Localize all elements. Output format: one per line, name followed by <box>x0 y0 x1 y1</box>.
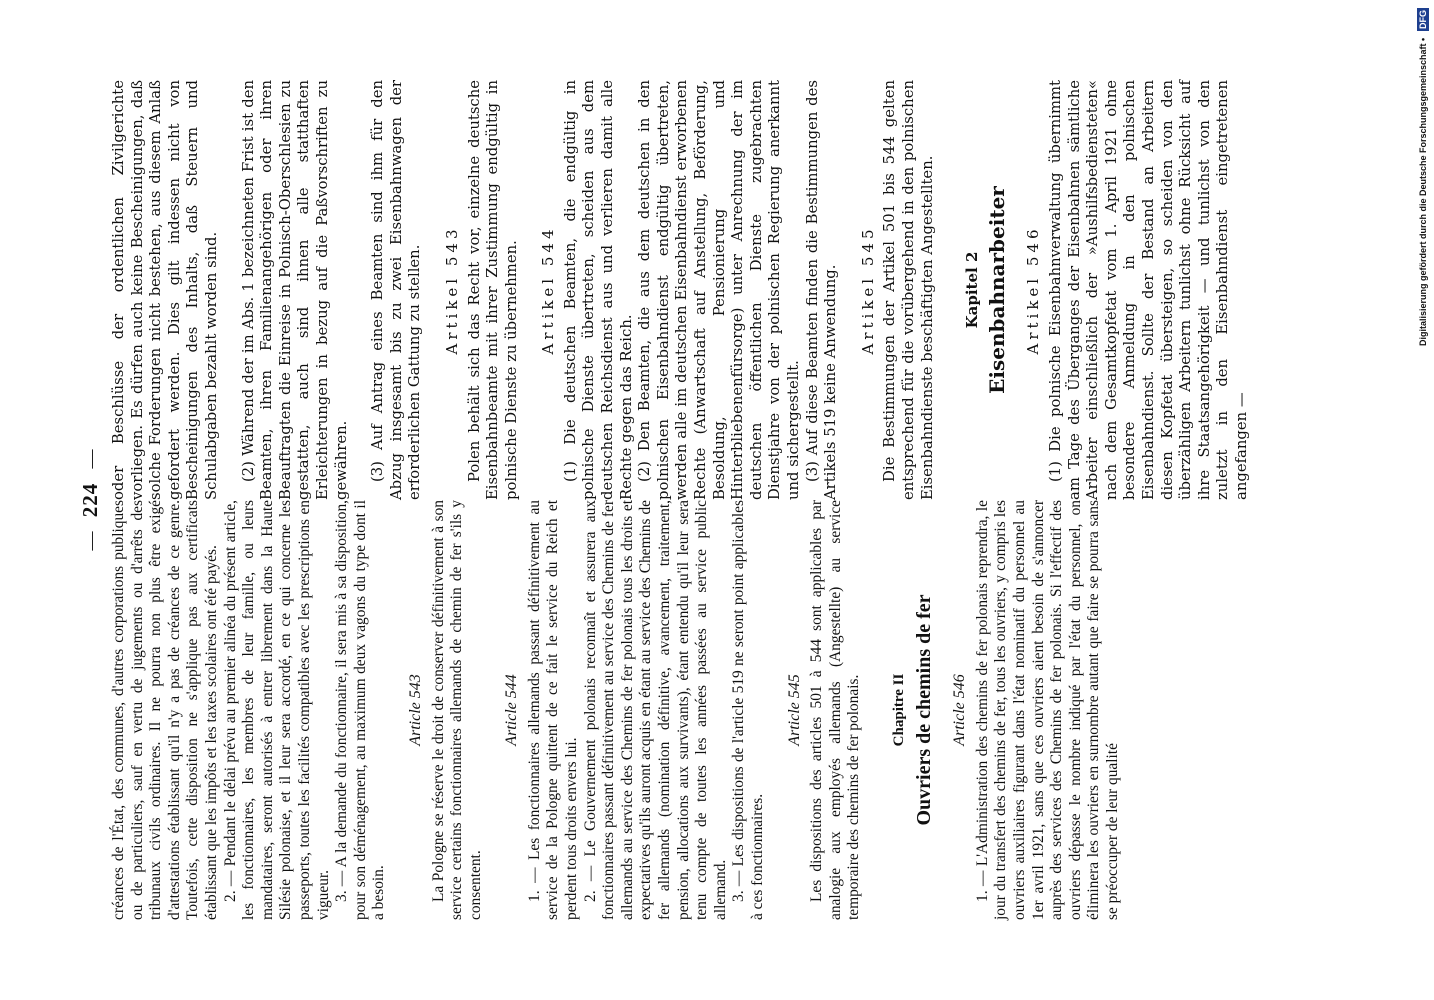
de-article-545-text: Die Bestimmungen der Artikel 501 bis 544 gelten entsprechend für die vorübergehend in den polnischen Eisenbahndienste beschäftigten Angestellten. <box>881 80 936 500</box>
de-paragraph-3: (3) Auf Antrag eines Beamten sind ihm für den Abzug insgesamt bis zu zwei Eisenbahnwagen der erforderlichen Gattung zu stellen. <box>369 80 424 500</box>
de-article-544-heading: Artikel 544 <box>539 225 558 355</box>
french-column <box>110 500 1123 920</box>
de-article-544-para-1: (1) Die deutschen Beamten, die endgültig in polnische Dienste übertreten, scheiden aus dem deutschen Reichsdienst aus und verlieren damit alle Rechte gegen das Reich. <box>561 80 635 500</box>
de-article-544-para-3: (3) Auf diese Beamten finden die Bestimmungen des Artikels 519 keine Anwendung. <box>803 80 840 500</box>
fr-paragraph-2: 2. — Pendant le délai prévu au premier alinéa du présent article, les fonctionnaires, les membres de leur famille, ou leurs mandataires, seront autorisés à entrer librement dans la Haute Silésie polonaise, et il leur sera accordé, en ce qui concerne les passeports, toutes les facilités compatibles avec les prescriptions en vigueur. <box>221 500 332 920</box>
de-paragraph-1: oder Beschlüsse der ordentlichen Zivilgerichte vorliegen. Es dürfen auch keine Bescheinigungen, daß solche Forderungen nicht bestehen, aus diesem Anlaß gefordert werden. Dies gilt indessen nicht von Bescheinigungen des Inhalts, daß Steuern und Schulabgaben bezahlt worden sind. <box>110 80 220 500</box>
fr-chapter-heading: Chapitre II <box>890 673 907 747</box>
credit-text: Digitalisierung gefördert durch die Deutsche Forschungsgemeinschaft • <box>1418 37 1428 346</box>
digitization-credit <box>1418 8 1434 388</box>
de-article-546-text: (1) Die polnische Eisenbahnverwaltung übernimmt am Tage des Überganges der Eisenbahnen sämtliche Arbeiter einschließlich der »Aushilfsbediensteten« nach dem Gesamtkopfetat vom 1. April 1921 ohne besondere Anmeldung in den polnischen Eisenbahndienst. Sollte der Bestand an Arbeitern diesen Kopfetat übersteigen, so scheiden von den überzähligen Arbeitern tunlichst ohne Rücksicht auf ihre Staatsangehörigkeit — und tunlichst von den zuletzt in den Eisenbahndienst eingetretenen angefangen — <box>1046 80 1250 500</box>
de-chapter-heading: Kapitel 2 <box>963 251 982 329</box>
de-article-544-para-2: (2) Den Beamten, die aus dem deutschen in den polnischen Eisenbahndienst endgültig übertreten, werden alle im deutschen Eisenbahndienst erworbenen Rechte (Anwartschaft auf Anstellung, Beförderung, Besoldung, Pensionierung und Hinterbliebenenfürsorge) unter Anrechnung der im deutschen öffentlichen Dienste zugebrachten Dienstjahre von der polnischen Regierung anerkannt und sichergestellt. <box>636 80 802 500</box>
page-header <box>78 0 103 1000</box>
fr-article-543-heading: Article 543 <box>406 674 424 746</box>
fr-article-546-text: 1. — L'Administration des chemins de fer polonais reprendra, le jour du transfert des chemins de fer, tous les ouvriers, y compris les ouvriers auxiliaires figurant dans l'état nominatif du personnel au 1er avril 1921, sans que ces ouvriers aient besoin de s'annoncer auprès des services des Chemins de fer polonais. Si l'effectif des ouvriers dépasse le nombre indiqué par l'état du personnel, on éliminera les ouvriers en surnombre autant que faire se pourra sans se préoccuper de leur qualité <box>973 500 1121 920</box>
de-article-545-heading: Artikel 545 <box>858 225 877 355</box>
fr-article-544-heading: Article 544 <box>503 674 521 746</box>
de-chapter-title: Eisenbahnarbeiter <box>984 186 1009 394</box>
fr-article-543-text: La Pologne se réserve le droit de conserver définitivement à son service certains fonctionnaires allemands de chemin de fer s'ils y consentent. <box>429 500 484 920</box>
de-paragraph-2: (2) Während der im Abs. 1 bezeichneten Frist ist den Beamten, ihren Familienangehörigen oder ihren Beauftragten die Einreise in Polnisch-Oberschlesien zu gestatten, auch sind ihnen alle statthaften Erleichterungen in bezug auf die Paßvorschriften zu gewähren. <box>239 80 350 500</box>
de-article-543-heading: Artikel 543 <box>442 225 461 355</box>
page-number: 224 <box>78 482 102 518</box>
fr-article-545-heading: Article 545 <box>785 674 803 746</box>
de-article-543-text: Polen behält sich das Recht vor, einzelne deutsche Eisenbahnbeamte mit ihrer Zustimmung endgültig in polnische Dienste zu übernehmen. <box>465 80 520 500</box>
fr-chapter-title: Ouvriers de chemins de fer <box>912 594 935 826</box>
fr-article-545-text: Les dispositions des articles 501 à 544 sont applicables par analogie aux employés allemands (Angestellte) au service temporaire des chemins de fer polonais. <box>808 500 863 920</box>
fr-article-544-para-1: 1. — Les fonctionnaires allemands passant définitivement au service de la Pologne quittent de ce fait le service du Reich et perdent tous droits envers lui. <box>525 500 581 920</box>
german-column <box>110 80 1251 500</box>
fr-article-544-para-2: 2. — Le Gouvernement polonais reconnaît et assurera aux fonctionnaires passant définitivement au service des Chemins de fer allemands au service des Chemins de fer polonais tous les droits et expectatives qu'ils auront acquis en étant au service des Chemins de fer allemands (nomination définitive, avancement, traitement, pension, allocations aux survivants), étant entendu qu'il leur sera tenu compte de toutes les années passées au service public allemand. <box>581 500 729 920</box>
header-dash-left: — <box>81 531 102 551</box>
fr-article-544-para-3: 3. — Les dispositions de l'article 519 ne seront point applicables à ces fonctionnaires. <box>730 500 766 920</box>
de-article-546-heading: Artikel 546 <box>1024 225 1043 355</box>
header-dash-right: — <box>81 449 102 469</box>
fr-paragraph-3: 3. — A la demande du fonctionnaire, il sera mis à sa disposition, pour son déménagement, au maximum deux vagons du type dont il a besoin. <box>333 500 388 920</box>
fr-paragraph-1: créances de l'État, des communes, d'autres corporations publiques ou de particuliers, sauf en vertu de jugements ou d'arrêts des tribunaux civils ordinaires. Il ne pourra non plus être exigé d'attestations établissant qu'il n'y a pas de créances de ce genre. Toutefois, cette disposition ne s'applique pas aux certificats établissant que les impôts et les taxes scolaires ont été payés. <box>110 500 220 920</box>
fr-article-546-heading: Article 546 <box>951 674 969 746</box>
dfg-logo: DFG <box>1418 10 1428 29</box>
